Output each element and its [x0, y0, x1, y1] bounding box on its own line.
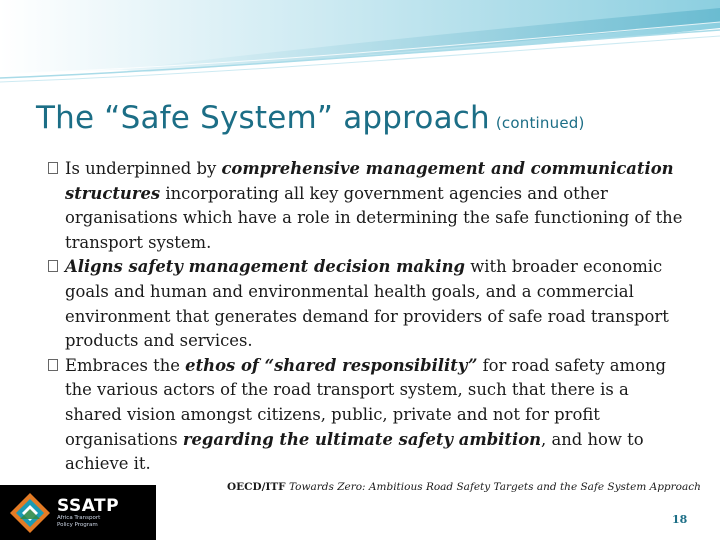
- bullet-box-icon: [48, 162, 58, 174]
- ssatp-logo: [0, 485, 156, 540]
- bullet-item: [48, 354, 688, 477]
- header-wave-decoration: [0, 0, 720, 95]
- bullet-text: Is underpinned by: [65, 159, 222, 178]
- bullet-text: Embraces the: [65, 355, 186, 375]
- slide-title-main: The “Safe System” approach: [36, 100, 490, 136]
- slide-title-suffix: (continued): [495, 114, 585, 132]
- bullet-list: [48, 157, 688, 477]
- logo-name: SSATP: [57, 496, 120, 516]
- citation: [227, 481, 701, 493]
- bullet-text: , and how to achieve it.: [65, 429, 644, 474]
- bullet-box-icon: [48, 359, 58, 371]
- bullet-emphasis-text: Aligns safety management decision making: [65, 257, 465, 277]
- citation-publisher: OECD/ITF: [227, 481, 286, 493]
- bullet-text: with broader economic goals and human and environmental health goals, and a commercial environment that generates demand for providers of safe road transport products and services.: [65, 257, 669, 351]
- bullet-item: [48, 255, 688, 353]
- bullet-emphasis-text: regarding the ultimate safety ambition: [182, 429, 542, 449]
- bullet-text: incorporating all key government agencies and other organisations which have a role in determining the safe functioning of the transport system.: [65, 183, 683, 252]
- ssatp-logo-mark-icon: [8, 491, 52, 535]
- bullet-box-icon: [48, 260, 58, 272]
- logo-subtitle-line1: Africa Transport: [57, 515, 101, 521]
- bullet-item: [48, 157, 688, 255]
- citation-document: Towards Zero: Ambitious Road Safety Targets and the Safe System Approach: [288, 481, 701, 493]
- page-number: 18: [672, 513, 688, 526]
- bullet-text: for road safety among the various actors of the road transport system, such that there is a shared vision amongst citizens, public, private and not for profit organisations: [65, 355, 666, 449]
- logo-subtitle-line2: Policy Program: [57, 521, 98, 528]
- slide-title: [36, 100, 585, 136]
- bullet-emphasis-text: comprehensive management and communication structures: [65, 159, 674, 203]
- bullet-emphasis-text: ethos of “shared responsibility”: [185, 355, 478, 375]
